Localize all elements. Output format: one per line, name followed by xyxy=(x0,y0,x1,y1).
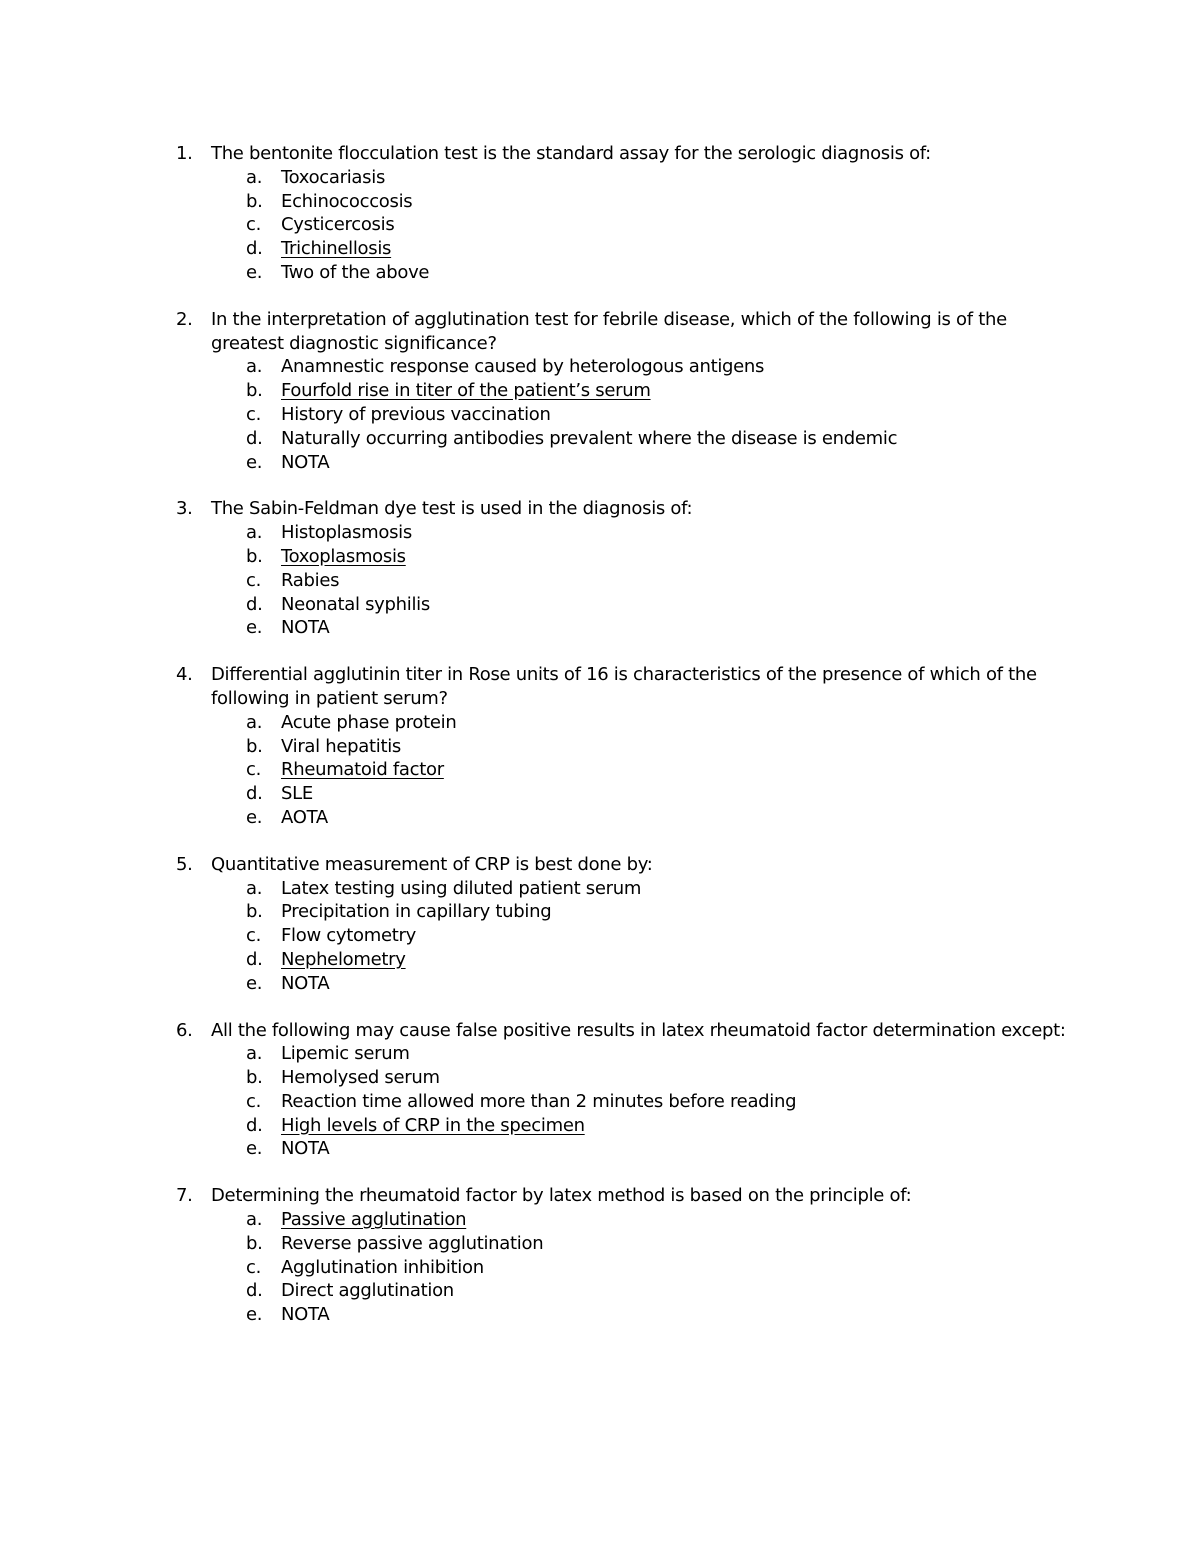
option-text: Echinococcosis xyxy=(281,190,413,212)
answer-option xyxy=(0,1279,1200,1303)
option-letter: b. xyxy=(246,735,263,757)
option-letter: b. xyxy=(246,901,263,923)
option-letter: c. xyxy=(246,403,262,425)
question-text: In the interpretation of agglutination test for febrile disease, which of the following is of the greatest diagnostic significance? xyxy=(211,308,1007,354)
answer-option xyxy=(0,1090,1200,1114)
option-letter: c. xyxy=(246,759,262,781)
option-letter: b. xyxy=(246,1067,263,1089)
question-item xyxy=(0,853,1200,996)
option-letter: d. xyxy=(246,783,263,805)
option-text: NOTA xyxy=(281,1138,330,1160)
option-letter: b. xyxy=(246,1232,263,1254)
answer-option xyxy=(0,1232,1200,1256)
answer-option xyxy=(0,427,1200,451)
option-letter: e. xyxy=(246,451,263,473)
answer-option xyxy=(0,261,1200,285)
option-letter: e. xyxy=(246,972,263,994)
question-item xyxy=(0,663,1200,830)
answer-option xyxy=(0,1208,1200,1232)
option-letter: b. xyxy=(246,190,263,212)
option-text: Reverse passive agglutination xyxy=(281,1232,544,1254)
option-text: Two of the above xyxy=(281,261,430,283)
option-text: Trichinellosis xyxy=(281,238,392,260)
option-letter: b. xyxy=(246,380,263,402)
answer-option xyxy=(0,782,1200,806)
option-text: Fourfold rise in titer of the patient’s serum xyxy=(281,380,651,402)
answer-option xyxy=(0,1042,1200,1066)
question-number: 3. xyxy=(176,498,193,520)
option-letter: d. xyxy=(246,948,263,970)
option-text: Toxoplasmosis xyxy=(281,545,406,567)
option-letter: e. xyxy=(246,617,263,639)
option-letter: c. xyxy=(246,1090,262,1112)
option-letter: b. xyxy=(246,545,263,567)
option-letter: a. xyxy=(246,356,263,378)
option-text: Anamnestic response caused by heterologous antigens xyxy=(281,356,765,378)
answer-option xyxy=(0,569,1200,593)
question-number: 1. xyxy=(176,143,193,164)
answer-option xyxy=(0,711,1200,735)
option-letter: d. xyxy=(246,427,263,449)
option-letter: d. xyxy=(246,593,263,615)
option-text: Reaction time allowed more than 2 minutes before reading xyxy=(281,1090,797,1112)
option-text: AOTA xyxy=(281,806,328,828)
option-letter: e. xyxy=(246,261,263,283)
answer-option xyxy=(0,355,1200,379)
option-letter: a. xyxy=(246,522,263,544)
answer-option xyxy=(0,451,1200,475)
answer-option xyxy=(0,379,1200,403)
option-text: Direct agglutination xyxy=(281,1280,454,1302)
question-text: Quantitative measurement of CRP is best done by: xyxy=(211,853,653,875)
option-text: Neonatal syphilis xyxy=(281,593,430,615)
answer-option xyxy=(0,166,1200,190)
answer-option xyxy=(0,1303,1200,1327)
option-letter: e. xyxy=(246,1304,263,1326)
question-text: Determining the rheumatoid factor by latex method is based on the principle of: xyxy=(211,1185,912,1207)
option-text: Latex testing using diluted patient serum xyxy=(281,877,642,899)
option-letter: a. xyxy=(246,877,263,899)
option-text: Nephelometry xyxy=(281,948,406,970)
option-text: SLE xyxy=(281,783,313,805)
question-number: 2. xyxy=(176,308,193,330)
question-item xyxy=(0,142,1200,285)
answer-option xyxy=(0,521,1200,545)
answer-option xyxy=(0,900,1200,924)
answer-option xyxy=(0,972,1200,996)
answer-option xyxy=(0,593,1200,617)
option-text: History of previous vaccination xyxy=(281,403,551,425)
question-text: The bentonite flocculation test is the standard assay for the serologic diagnosis of: xyxy=(211,143,931,164)
option-letter: c. xyxy=(246,214,262,236)
option-text: Lipemic serum xyxy=(281,1043,410,1065)
answer-option xyxy=(0,1137,1200,1161)
answer-option xyxy=(0,190,1200,214)
option-text: High levels of CRP in the specimen xyxy=(281,1114,585,1136)
answer-option xyxy=(0,806,1200,830)
option-text: NOTA xyxy=(281,1304,330,1326)
question-list xyxy=(0,142,1200,1350)
answer-option xyxy=(0,545,1200,569)
option-letter: d. xyxy=(246,238,263,260)
question-text: Differential agglutinin titer in Rose units of 16 is characteristics of the presence of which of the following in patient serum? xyxy=(211,664,1037,709)
option-letter: e. xyxy=(246,1138,263,1160)
question-item xyxy=(0,308,1200,475)
option-text: Viral hepatitis xyxy=(281,735,402,757)
option-letter: c. xyxy=(246,569,262,591)
question-text: All the following may cause false positive results in latex rheumatoid factor determination except: xyxy=(211,1019,1066,1041)
option-letter: d. xyxy=(246,1114,263,1136)
option-text: NOTA xyxy=(281,451,330,473)
option-text: Precipitation in capillary tubing xyxy=(281,901,552,923)
option-text: Toxocariasis xyxy=(281,166,386,188)
question-number: 4. xyxy=(176,664,193,686)
option-letter: c. xyxy=(246,1256,262,1278)
answer-option xyxy=(0,877,1200,901)
option-text: Rabies xyxy=(281,569,340,591)
answer-option xyxy=(0,735,1200,759)
answer-option xyxy=(0,1114,1200,1138)
question-text: The Sabin-Feldman dye test is used in the diagnosis of: xyxy=(211,498,693,520)
option-letter: d. xyxy=(246,1280,263,1302)
answer-option xyxy=(0,758,1200,782)
question-number: 5. xyxy=(176,853,193,875)
answer-option xyxy=(0,237,1200,261)
option-text: NOTA xyxy=(281,972,330,994)
answer-option xyxy=(0,948,1200,972)
option-letter: c. xyxy=(246,925,262,947)
answer-option xyxy=(0,213,1200,237)
answer-option xyxy=(0,924,1200,948)
question-number: 7. xyxy=(176,1185,193,1207)
question-item xyxy=(0,1184,1200,1327)
option-text: Passive agglutination xyxy=(281,1209,467,1231)
answer-option xyxy=(0,403,1200,427)
option-text: NOTA xyxy=(281,617,330,639)
option-letter: a. xyxy=(246,166,263,188)
option-text: Cysticercosis xyxy=(281,214,395,236)
option-text: Hemolysed serum xyxy=(281,1067,440,1089)
question-number: 6. xyxy=(176,1019,193,1041)
option-text: Rheumatoid factor xyxy=(281,759,444,781)
option-text: Acute phase protein xyxy=(281,711,457,733)
answer-option xyxy=(0,1256,1200,1280)
answer-option xyxy=(0,616,1200,640)
option-letter: a. xyxy=(246,711,263,733)
question-item xyxy=(0,497,1200,640)
option-letter: e. xyxy=(246,806,263,828)
question-item xyxy=(0,1019,1200,1162)
option-letter: a. xyxy=(246,1043,263,1065)
answer-option xyxy=(0,1066,1200,1090)
option-text: Naturally occurring antibodies prevalent where the disease is endemic xyxy=(281,427,898,449)
option-letter: a. xyxy=(246,1209,263,1231)
option-text: Agglutination inhibition xyxy=(281,1256,484,1278)
option-text: Flow cytometry xyxy=(281,925,416,947)
option-text: Histoplasmosis xyxy=(281,522,412,544)
